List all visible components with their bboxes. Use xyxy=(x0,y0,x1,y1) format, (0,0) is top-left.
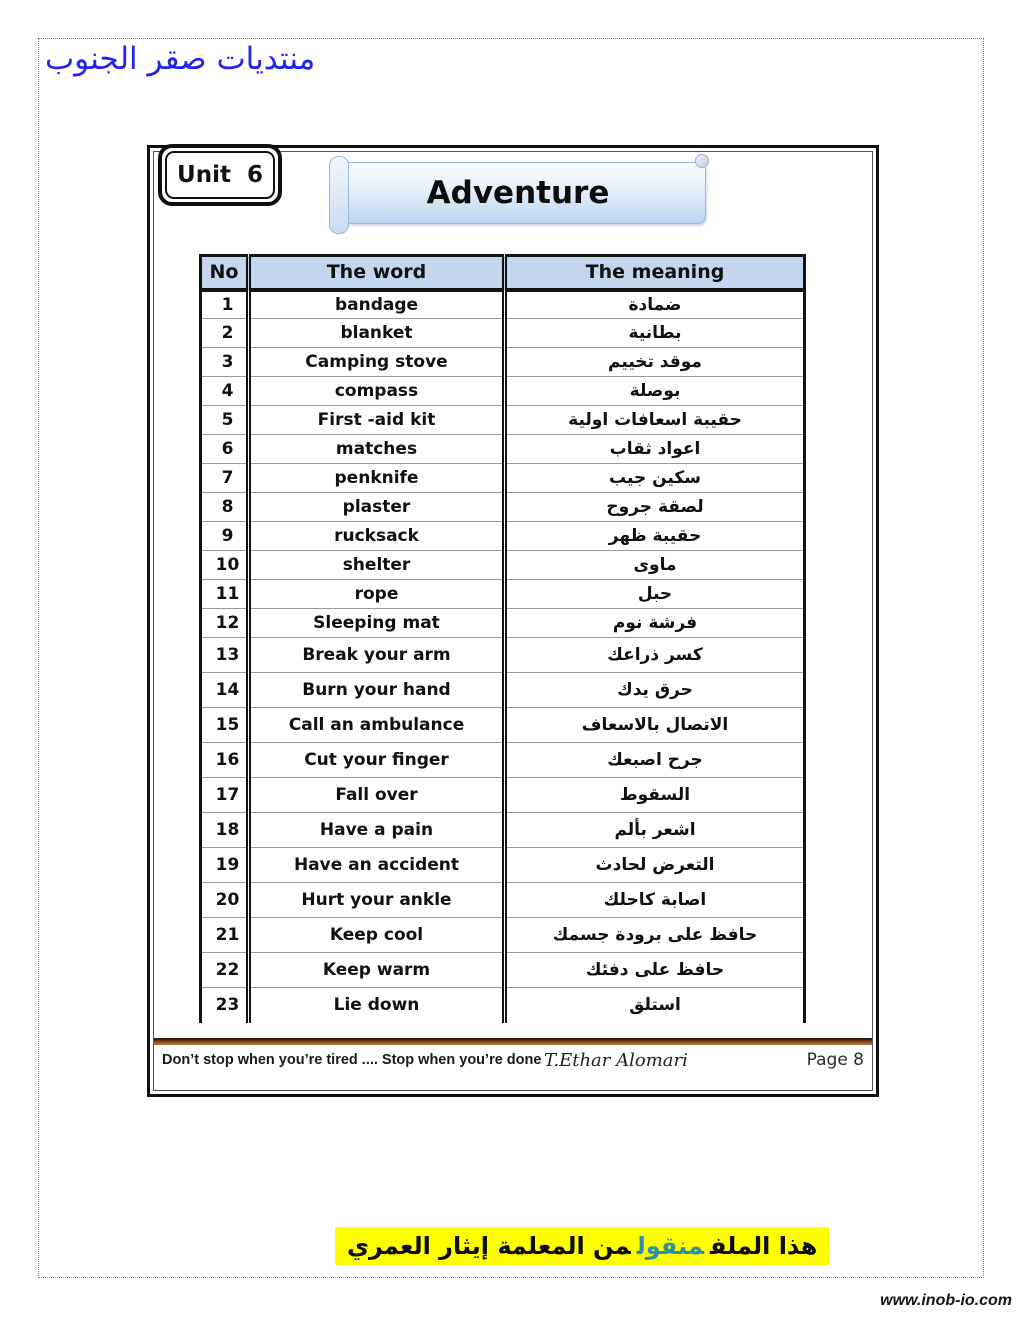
page-dotted-border xyxy=(38,38,984,1278)
unit-tab xyxy=(158,144,282,206)
row-number-cell: 16 xyxy=(201,743,249,778)
unit-tab-inner xyxy=(165,151,275,199)
row-number-cell: 9 xyxy=(201,522,249,551)
meaning-cell: جرح اصبعك xyxy=(505,743,805,778)
row-number-cell: 17 xyxy=(201,778,249,813)
vocab-table-body xyxy=(201,290,805,1023)
credit-note-suffix: من المعلمة إيثار العمري xyxy=(347,1232,631,1260)
row-number-cell: 1 xyxy=(201,290,249,319)
meaning-cell: استلق xyxy=(629,995,681,1016)
table-row xyxy=(201,493,805,522)
table-row xyxy=(201,609,805,638)
row-number-cell: 13 xyxy=(201,638,249,673)
meaning-cell: سكين جيب xyxy=(505,464,805,493)
title-banner xyxy=(330,162,706,224)
row-number-cell: 10 xyxy=(201,551,249,580)
row-number-cell: 5 xyxy=(201,406,249,435)
word-cell: rope xyxy=(249,580,505,609)
word-cell: Cut your finger xyxy=(249,743,505,778)
table-row xyxy=(201,988,805,1023)
row-number-cell: 20 xyxy=(201,883,249,918)
row-number-cell: 21 xyxy=(201,918,249,953)
meaning-cell: اشعر بألم xyxy=(505,813,805,848)
meaning-cell: الاتصال بالاسعاف xyxy=(505,708,805,743)
column-header-meaning: The meaning xyxy=(505,256,805,290)
table-row xyxy=(201,918,805,953)
table-row xyxy=(201,848,805,883)
row-number-cell: 3 xyxy=(201,348,249,377)
word-cell: blanket xyxy=(249,319,505,348)
word-cell: rucksack xyxy=(249,522,505,551)
row-number-cell: 6 xyxy=(201,435,249,464)
table-row xyxy=(201,953,805,988)
credit-note-keyword: منقول xyxy=(636,1232,704,1260)
meaning-cell: التعرض لحادث xyxy=(505,848,805,883)
word-cell: Call an ambulance xyxy=(249,708,505,743)
column-header-no: No xyxy=(201,256,249,290)
row-number-cell: 23 xyxy=(201,988,249,1023)
row-number-cell: 8 xyxy=(201,493,249,522)
footer-divider-rule xyxy=(154,1038,872,1045)
meaning-cell: حبل xyxy=(505,580,805,609)
table-row xyxy=(201,406,805,435)
table-row xyxy=(201,522,805,551)
meaning-cell: لصقة جروح xyxy=(505,493,805,522)
row-number-cell: 18 xyxy=(201,813,249,848)
table-row xyxy=(201,638,805,673)
word-cell: Break your arm xyxy=(249,638,505,673)
table-row xyxy=(201,580,805,609)
meaning-cell: حرق يدك xyxy=(505,673,805,708)
word-cell: Camping stove xyxy=(249,348,505,377)
meaning-cell: اصابة كاحلك xyxy=(505,883,805,918)
word-cell: Have a pain xyxy=(249,813,505,848)
document-footer xyxy=(154,1050,872,1080)
row-number-cell: 11 xyxy=(201,580,249,609)
row-number-cell: 4 xyxy=(201,377,249,406)
credit-note-prefix: هذا الملف xyxy=(709,1232,818,1260)
word-cell: Sleeping mat xyxy=(249,609,505,638)
table-row xyxy=(201,673,805,708)
word-cell: Keep cool xyxy=(249,918,505,953)
table-row xyxy=(201,319,805,348)
credit-note xyxy=(335,1227,829,1265)
word-cell: shelter xyxy=(249,551,505,580)
word-cell: bandage xyxy=(249,290,505,319)
word-cell: Fall over xyxy=(249,778,505,813)
table-row xyxy=(201,743,805,778)
footer-quote: Don’t stop when you’re tired .... Stop when you’re done xyxy=(162,1052,542,1068)
word-cell: Have an accident xyxy=(249,848,505,883)
meaning-cell: حافظ على برودة جسمك xyxy=(505,918,805,953)
word-cell: First -aid kit xyxy=(249,406,505,435)
worksheet-frame xyxy=(153,151,873,1091)
meaning-cell: بوصلة xyxy=(505,377,805,406)
row-number-cell: 22 xyxy=(201,953,249,988)
watermark-url: www.inob-io.com xyxy=(880,1292,1012,1309)
table-row xyxy=(201,464,805,493)
meaning-cell: السقوط xyxy=(505,778,805,813)
word-cell: Hurt your ankle xyxy=(249,883,505,918)
meaning-cell: بطانية xyxy=(505,319,805,348)
row-number-cell: 7 xyxy=(201,464,249,493)
table-row xyxy=(201,377,805,406)
row-number-cell: 15 xyxy=(201,708,249,743)
table-row xyxy=(201,348,805,377)
page-number: Page 8 xyxy=(806,1050,864,1070)
table-row xyxy=(201,551,805,580)
word-cell: Keep warm xyxy=(249,953,505,988)
table-row xyxy=(201,778,805,813)
footer-author: T.Ethar Alomari xyxy=(544,1050,688,1071)
meaning-cell: حقيبة ظهر xyxy=(505,522,805,551)
meaning-cell: كسر ذراعك xyxy=(505,638,805,673)
row-number-cell: 14 xyxy=(201,673,249,708)
table-row xyxy=(201,883,805,918)
meaning-cell: موقد تخييم xyxy=(505,348,805,377)
vocabulary-table xyxy=(199,254,806,1023)
table-header-row xyxy=(201,256,805,290)
table-row xyxy=(201,290,805,319)
table-row xyxy=(201,813,805,848)
table-row xyxy=(201,708,805,743)
word-cell: compass xyxy=(249,377,505,406)
meaning-cell: حافظ على دفئك xyxy=(505,953,805,988)
word-cell: penknife xyxy=(249,464,505,493)
word-cell: Lie down xyxy=(249,988,505,1023)
word-cell: plaster xyxy=(249,493,505,522)
row-number-cell: 12 xyxy=(201,609,249,638)
meaning-cell: حقيبة اسعافات اولية xyxy=(505,406,805,435)
meaning-cell: ماوى xyxy=(505,551,805,580)
table-row xyxy=(201,435,805,464)
word-cell: matches xyxy=(249,435,505,464)
page-title: Adventure xyxy=(426,175,610,211)
meaning-cell: ضمادة xyxy=(505,290,805,319)
table-header xyxy=(201,256,805,290)
site-title: منتديات صقر الجنوب xyxy=(45,41,316,77)
row-number-cell: 2 xyxy=(201,319,249,348)
meaning-cell: اعواد ثقاب xyxy=(505,435,805,464)
row-number-cell: 19 xyxy=(201,848,249,883)
column-header-word: The word xyxy=(249,256,505,290)
unit-label: Unit 6 xyxy=(177,162,263,188)
meaning-cell: فرشة نوم xyxy=(505,609,805,638)
word-cell: Burn your hand xyxy=(249,673,505,708)
